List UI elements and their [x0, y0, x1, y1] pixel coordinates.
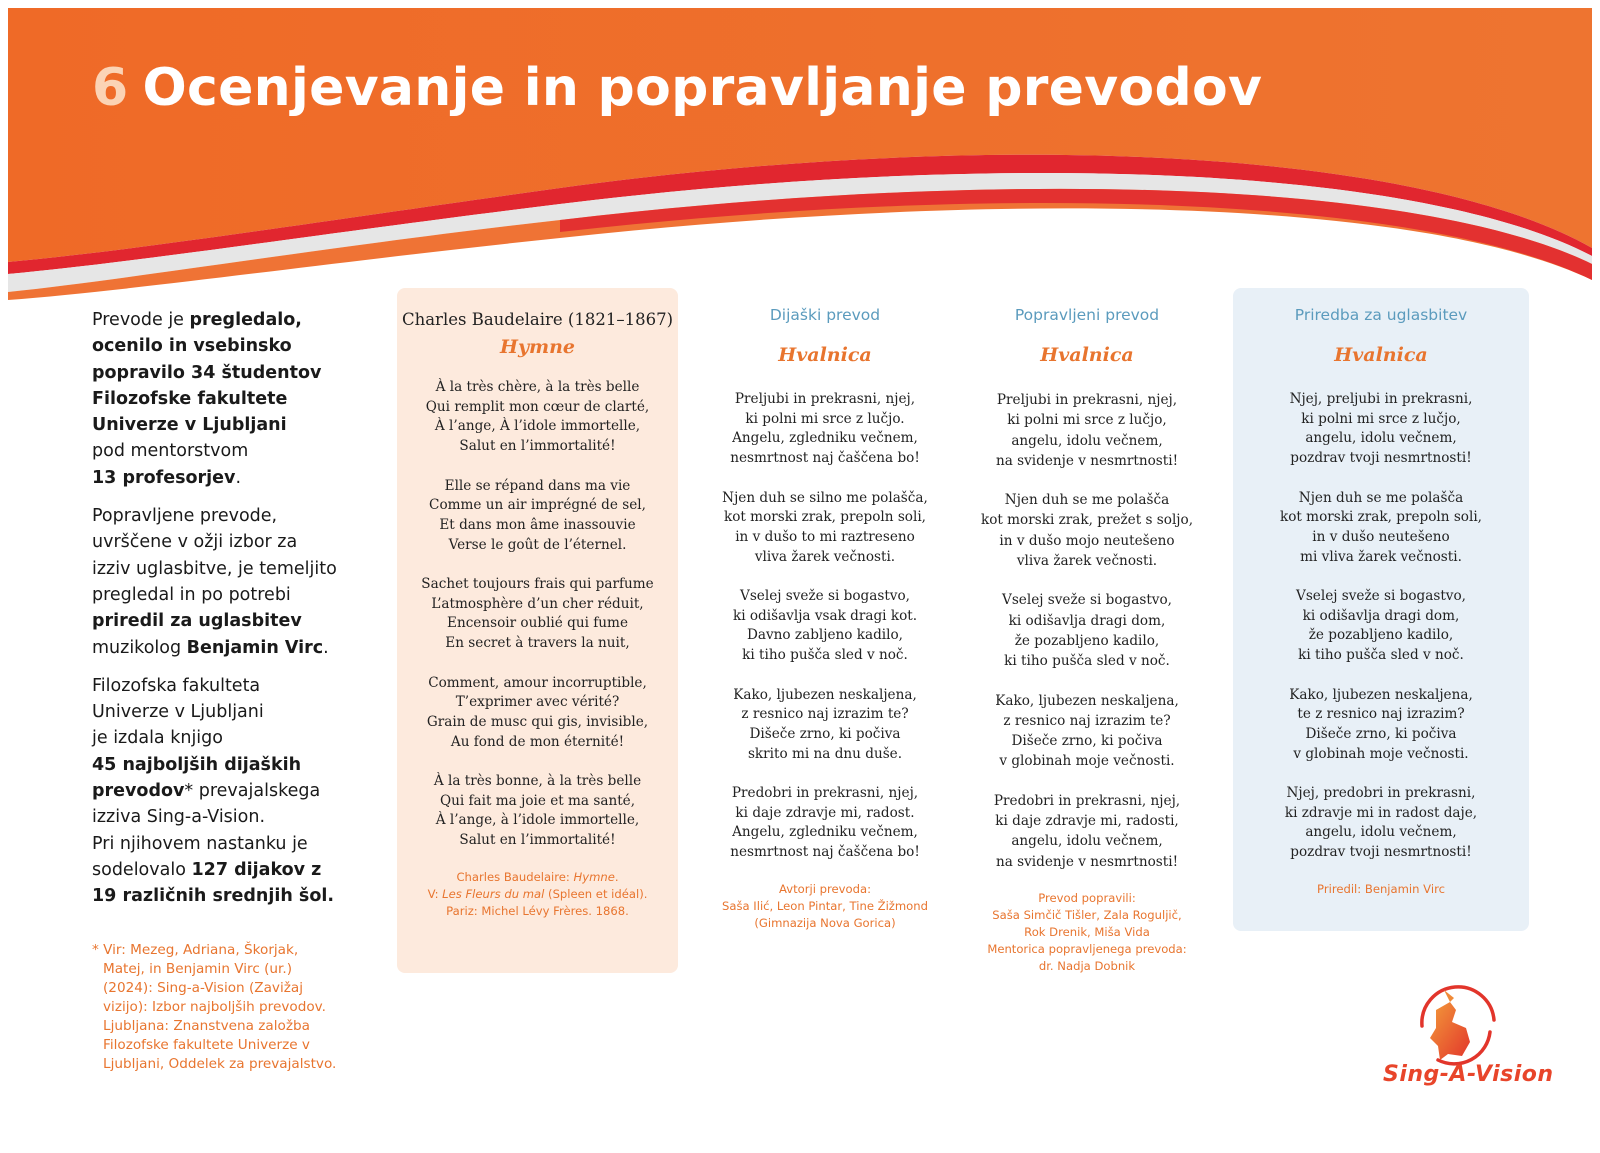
student-stanzas — [715, 390, 935, 863]
credit-line: Avtorji prevoda: — [779, 881, 871, 896]
poem-line: Predobri in prekrasni, njej, — [731, 785, 919, 801]
poem-line: vliva žarek večnosti. — [1016, 553, 1158, 570]
poem-line: in v dušo neutešeno — [1312, 528, 1450, 545]
intro-text-run: 13 profesorjev — [92, 467, 236, 488]
poem-line: Dišeče zrno, ki počiva — [1011, 733, 1163, 750]
intro-text-run: izziva Sing-a-Vision. — [92, 807, 266, 828]
poem-line: ki polni mi srce z lučjo, — [1301, 410, 1461, 427]
poem-line: Njej, predobri in prekrasni, — [1286, 785, 1476, 801]
original-poem-column — [397, 288, 678, 973]
header-banner — [0, 0, 1600, 310]
poem-line: Qui remplit mon cœur de clarté, — [425, 398, 650, 415]
stanza — [972, 490, 1202, 571]
stanza — [397, 674, 678, 753]
original-author-heading: Charles Baudelaire (1821–1867) — [401, 310, 674, 329]
stanza — [1233, 784, 1529, 863]
intro-text — [92, 307, 372, 922]
poem-line: nesmrtnost naj čaščena bo! — [730, 844, 920, 861]
footnote-line: (2024): Sing-a-Vision (Zavižaj — [103, 980, 303, 996]
original-credit — [397, 869, 678, 920]
footnote-line: * Vir: Mezeg, Adriana, Škorjak, — [92, 942, 299, 958]
poem-line: kot morski zrak, prepoln soli, — [723, 509, 927, 526]
intro-text-run: popravilo 34 študentov — [92, 362, 322, 383]
credit-italic: Les Fleurs du mal — [442, 886, 545, 901]
poem-line: ki daje zdravje mi, radosti, — [995, 813, 1179, 830]
intro-text-run: 45 najboljših dijaških — [92, 754, 302, 775]
poem-line: angelu, idolu večnem, — [1011, 833, 1163, 850]
poem-line: nesmrtnost naj čaščena bo! — [730, 450, 920, 467]
poem-line: Kako, ljubezen neskaljena, — [733, 686, 917, 703]
corrected-credit — [972, 890, 1202, 975]
intro-text-run: Univerze v Ljubljani — [92, 415, 287, 436]
stanza — [715, 784, 935, 863]
poem-line: Kako, ljubezen neskaljena, — [1289, 686, 1473, 703]
poem-line: Au fond de mon éternité! — [450, 733, 625, 750]
stanza — [1233, 390, 1529, 469]
poem-line: angelu, idolu večnem, — [1305, 430, 1457, 447]
poem-line: L’atmosphère d’un cher réduit, — [431, 595, 644, 612]
stanza — [715, 686, 935, 765]
intro-text-run: 127 dijakov z — [191, 859, 322, 880]
poem-line: Salut en l’immortalité! — [459, 832, 616, 849]
intro-text-run: 19 različnih srednjih šol. — [92, 886, 334, 907]
logo-wordmark: Sing-A-Vision — [1383, 1062, 1554, 1087]
poem-line: Comme un air imprégné de sel, — [429, 497, 646, 514]
poem-line: ki daje zdravje mi, radost. — [735, 804, 915, 821]
stanza — [1233, 587, 1529, 666]
poem-line: Njen duh se me polašča — [1298, 489, 1464, 506]
poem-line: Elle se répand dans ma vie — [444, 477, 631, 494]
intro-text-run: uvrščene v ožji izbor za — [92, 532, 298, 553]
poem-line: Encensoir oublié qui fume — [447, 615, 628, 632]
intro-text-run: Popravljene prevode, — [92, 506, 278, 527]
intro-text-run: pod mentorstvom — [92, 441, 249, 462]
corrected-stanzas — [972, 390, 1202, 872]
intro-text-run: sodelovalo — [92, 859, 192, 880]
poem-line: Angelu, zgledniku večnem, — [732, 824, 918, 841]
poem-line: ki odišavlja dragi dom, — [1008, 612, 1166, 629]
intro-text-run: priredil za uglasbitev — [92, 611, 302, 632]
poem-line: ki tiho pušča sled v noč. — [742, 647, 908, 664]
intro-paragraph-1 — [92, 307, 372, 491]
corrected-heading: Popravljeni prevod — [1014, 306, 1160, 324]
poem-line: Salut en l’immortalité! — [459, 438, 616, 455]
poem-line: En secret à travers la nuit, — [445, 635, 630, 652]
page-title — [92, 58, 1262, 118]
credit-line: Rok Drenik, Miša Vida — [1024, 924, 1150, 939]
original-stanzas — [397, 378, 678, 851]
poem-line: Vselej sveže si bogastvo, — [1296, 588, 1466, 604]
intro-text-run: prevodov — [92, 781, 185, 802]
poem-line: že pozabljeno kadilo, — [1014, 632, 1160, 649]
student-credit — [715, 881, 935, 932]
footnote-line: Ljubljani, Oddelek za prevajalstvo. — [103, 1056, 337, 1072]
intro-text-run: . — [323, 637, 329, 658]
intro-text-run: * prevajalskega — [184, 781, 321, 802]
poem-line: in v dušo mojo neutešeno — [999, 532, 1175, 549]
stanza — [397, 575, 678, 654]
poem-line: angelu, idolu večnem, — [1011, 432, 1163, 449]
footnote-line: Filozofske fakultete Univerze v — [103, 1037, 310, 1053]
credit-line: Prevod popravili: — [1038, 890, 1136, 905]
intro-paragraph-2 — [92, 503, 372, 661]
poem-line: Njen duh se me polašča — [1004, 492, 1170, 509]
footnote-line: vizijo): Izbor najboljših prevodov. — [103, 999, 326, 1015]
student-heading: Dijaški prevod — [769, 306, 881, 324]
credit-text: (Spleen et idéal). — [544, 886, 648, 901]
poem-line: že pozabljeno kadilo, — [1308, 627, 1454, 644]
intro-text-run: . — [235, 467, 242, 488]
stanza — [397, 772, 678, 851]
poem-line: Predobri in prekrasni, njej, — [993, 792, 1181, 809]
intro-paragraph-3 — [92, 673, 372, 910]
poem-line: Kako, ljubezen neskaljena, — [995, 692, 1179, 709]
poem-line: ki polni mi srce z lučjo, — [1007, 412, 1167, 429]
poem-line: Sachet toujours frais qui parfume — [421, 576, 654, 592]
poem-line: À l’ange, à l’idole immortelle, — [435, 812, 640, 829]
footnote-line: Ljubljana: Znanstvena založba — [103, 1018, 310, 1034]
credit-text: Charles Baudelaire: — [456, 869, 574, 884]
stanza — [972, 390, 1202, 471]
intro-text-run: Univerze v Ljubljani — [92, 702, 264, 723]
credit-text: . — [614, 869, 619, 884]
arrangement-column — [1233, 288, 1529, 931]
poem-line: v globinah moje večnosti. — [1293, 745, 1469, 762]
poem-line: z resnico naj izrazim te? — [741, 706, 909, 723]
intro-text-run: ocenilo in vsebinsko — [92, 336, 292, 357]
credit-line: Saša Simčič Tišler, Zala Roguljič, — [992, 907, 1182, 922]
poem-line: Et dans mon âme inassouvie — [439, 516, 636, 533]
poem-line: vliva žarek večnosti. — [754, 548, 896, 565]
arrangement-stanzas — [1233, 390, 1529, 863]
credit-line: Mentorica popravljenega prevoda: — [987, 941, 1187, 956]
poem-line: Vselej sveže si bogastvo, — [740, 588, 910, 604]
stanza — [715, 390, 935, 469]
intro-text-run: pregledalo, — [189, 310, 302, 330]
poem-line: pozdrav tvoji nesmrtnosti! — [1290, 844, 1472, 861]
poem-line: Preljubi in prekrasni, njej, — [734, 391, 916, 407]
poem-line: ki polni mi srce z lučjo. — [745, 410, 905, 427]
credit-text: V: — [427, 886, 443, 901]
poem-line: Njej, preljubi in prekrasni, — [1289, 391, 1473, 407]
intro-text-run: izziv uglasbitve, je temeljito — [92, 558, 337, 579]
poem-line: ki zdravje mi in radost daje, — [1284, 804, 1478, 821]
intro-text-run: pregledal in po potrebi — [92, 584, 291, 605]
poem-line: in v dušo to mi raztreseno — [735, 528, 915, 545]
stanza — [397, 477, 678, 556]
poem-line: Verse le goût de l’éternel. — [448, 536, 627, 553]
credit-italic: Hymne — [573, 869, 615, 884]
intro-text-run: Pri njihovem nastanku je — [92, 833, 308, 854]
credit-line: dr. Nadja Dobnik — [1038, 958, 1136, 973]
poem-line: ki tiho pušča sled v noč. — [1298, 647, 1464, 664]
stanza — [972, 691, 1202, 772]
stanza — [1233, 489, 1529, 568]
poem-line: À la très bonne, à la très belle — [433, 773, 642, 789]
poem-line: Comment, amour incorruptible, — [428, 674, 647, 691]
intro-text-run: Prevode je — [92, 310, 190, 330]
poem-line: Njen duh se silno me polašča, — [722, 489, 928, 506]
poem-line: Angelu, zgledniku večnem, — [732, 430, 918, 447]
stanza — [715, 587, 935, 666]
poem-line: pozdrav tvoji nesmrtnosti! — [1290, 450, 1472, 467]
poem-line: skrito mi na dnu duše. — [747, 745, 903, 762]
arrangement-poem-title: Hvalnica — [1334, 344, 1428, 366]
student-poem-title: Hvalnica — [778, 344, 872, 366]
poem-line: ki odišavlja dragi dom, — [1302, 607, 1460, 624]
poem-line: ki tiho pušča sled v noč. — [1004, 653, 1170, 670]
poem-line: Dišeče zrno, ki počiva — [749, 725, 901, 742]
poem-line: kot morski zrak, prežet s soljo, — [980, 512, 1194, 529]
poem-line: z resnico naj izrazim te? — [1003, 712, 1171, 729]
poem-line: na svidenje v nesmrtnosti! — [995, 853, 1179, 870]
original-poem-title: Hymne — [500, 336, 575, 358]
intro-text-run: muzikolog — [92, 637, 187, 658]
intro-text-run: Filozofske fakultete — [92, 388, 288, 409]
credit-line: (Gimnazija Nova Gorica) — [754, 915, 896, 930]
title-text: Ocenjevanje in popravljanje prevodov — [142, 58, 1263, 118]
stanza — [397, 378, 678, 457]
credit-line: Priredil: Benjamin Virc — [1317, 881, 1445, 896]
poem-line: À la très chère, à la très belle — [435, 379, 640, 395]
stanza — [1233, 686, 1529, 765]
student-translation-column — [715, 288, 935, 932]
intro-text-run: Filozofska fakulteta — [92, 675, 261, 696]
poem-line: v globinah moje večnosti. — [999, 753, 1175, 770]
section-number: 6 — [92, 58, 129, 118]
stanza — [972, 791, 1202, 872]
poem-line: kot morski zrak, prepoln soli, — [1279, 509, 1483, 526]
corrected-poem-title: Hvalnica — [1040, 344, 1134, 366]
poem-line: mi vliva žarek večnosti. — [1300, 548, 1462, 565]
poem-line: Davno zabljeno kadilo, — [746, 627, 904, 644]
footnote-line: Matej, in Benjamin Virc (ur.) — [103, 961, 292, 977]
poem-line: ki odišavlja vsak dragi kot. — [732, 607, 918, 624]
stanza — [715, 489, 935, 568]
poem-line: T’exprimer avec vérité? — [455, 694, 620, 711]
poem-line: Vselej sveže si bogastvo, — [1002, 592, 1172, 609]
arrangement-credit — [1233, 881, 1529, 898]
poem-line: Dišeče zrno, ki počiva — [1305, 725, 1457, 742]
poem-line: angelu, idolu večnem, — [1305, 824, 1457, 841]
poem-line: Preljubi in prekrasni, njej, — [996, 392, 1178, 408]
poem-line: Grain de musc qui gis, invisible, — [426, 713, 649, 730]
credit-line: Saša Ilić, Leon Pintar, Tine Žižmond — [722, 898, 928, 913]
poem-line: À l’ange, À l’idole immortelle, — [434, 418, 641, 435]
poem-line: na svidenje v nesmrtnosti! — [995, 452, 1179, 469]
arrangement-heading: Priredba za uglasbitev — [1294, 306, 1468, 324]
credit-text: Pariz: Michel Lévy Frères. 1868. — [446, 903, 629, 918]
poem-line: Qui fait ma joie et ma santé, — [439, 792, 636, 809]
poem-line: te z resnico naj izrazim? — [1297, 706, 1465, 723]
corrected-translation-column — [972, 288, 1202, 975]
stanza — [972, 590, 1202, 671]
intro-text-run: Benjamin Virc — [186, 637, 324, 658]
intro-text-run: je izdala knjigo — [92, 728, 223, 749]
source-footnote — [92, 941, 362, 1074]
